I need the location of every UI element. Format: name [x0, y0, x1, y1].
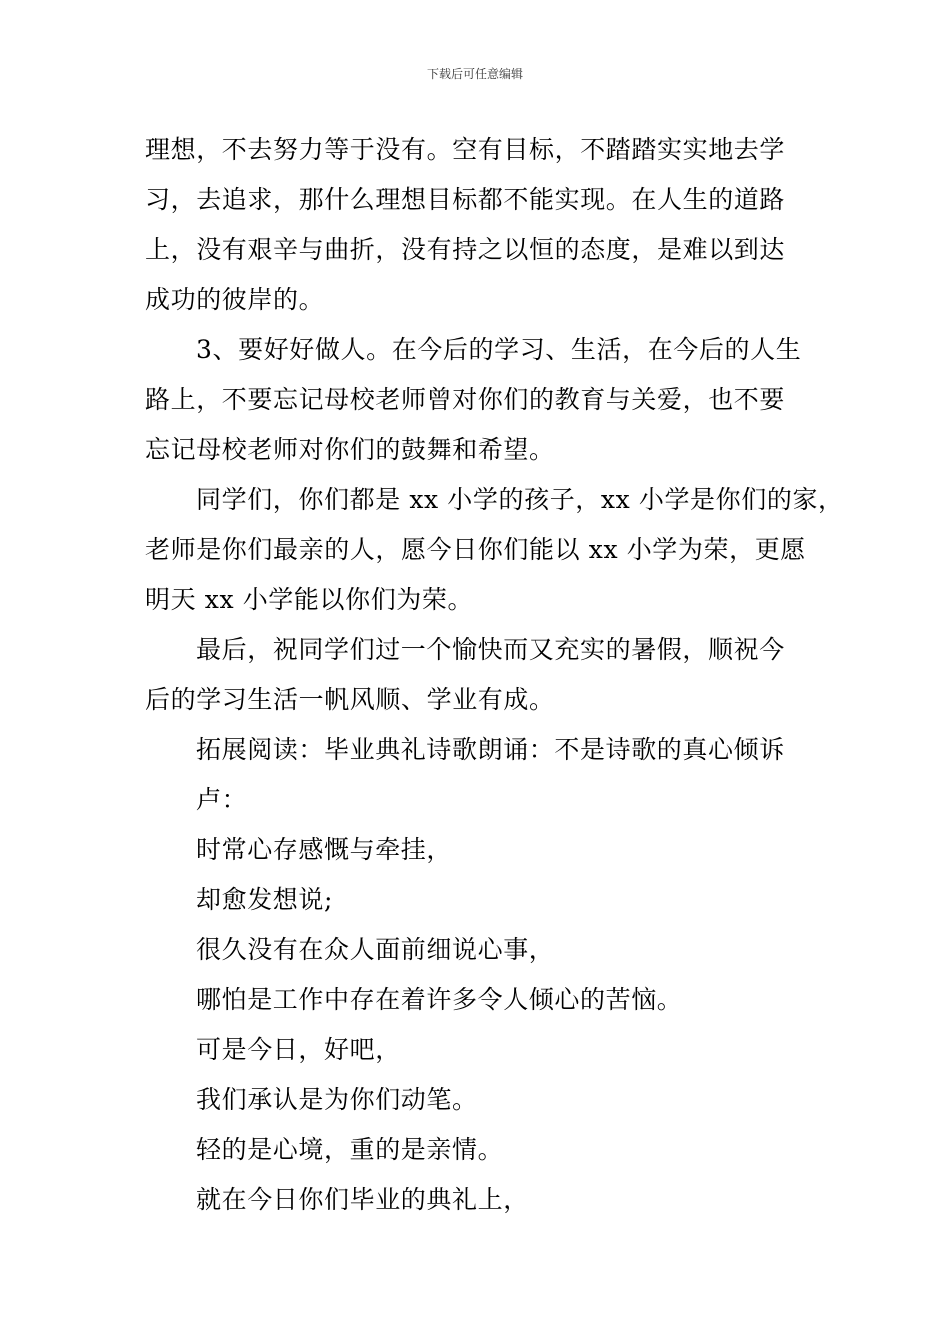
body-line: 明天 xx 小学能以你们为荣。	[145, 585, 474, 614]
body-line: 习，去追求，那什么理想目标都不能实现。在人生的道路	[145, 185, 786, 214]
body-line: 拓展阅读：毕业典礼诗歌朗诵：不是诗歌的真心倾诉	[196, 735, 785, 764]
body-line: 卢：	[196, 785, 248, 814]
body-line: 时常心存感慨与牵挂，	[196, 835, 453, 864]
body-line: 同学们，你们都是 xx 小学的孩子，xx 小学是你们的家，	[196, 485, 844, 514]
body-line: 老师是你们最亲的人，愿今日你们能以 xx 小学为荣，更愿	[145, 535, 806, 564]
body-line: 最后，祝同学们过一个愉快而又充实的暑假，顺祝今	[196, 635, 785, 664]
body-line: 很久没有在众人面前细说心事，	[196, 935, 555, 964]
body-line: 忘记母校老师对你们的鼓舞和希望。	[145, 435, 555, 464]
body-line: 我们承认是为你们动笔。	[196, 1085, 478, 1114]
body-line: 成功的彼岸的。	[145, 285, 325, 314]
body-line: 就在今日你们毕业的典礼上，	[196, 1185, 529, 1214]
body-line: 可是今日，好吧，	[196, 1035, 401, 1064]
body-line: 理想，不去努力等于没有。空有目标，不踏踏实实地去学	[145, 135, 786, 164]
body-line: 哪怕是工作中存在着许多令人倾心的苦恼。	[196, 985, 683, 1014]
body-line: 却愈发想说;	[196, 885, 334, 914]
body-line: 后的学习生活一帆风顺、学业有成。	[145, 685, 555, 714]
body-line: 上，没有艰辛与曲折，没有持之以恒的态度，是难以到达	[145, 235, 786, 264]
body-line: 轻的是心境，重的是亲情。	[196, 1135, 504, 1164]
body-line: 3、要好好做人。在今后的学习、生活，在今后的人生	[196, 335, 802, 364]
body-line: 路上，不要忘记母校老师曾对你们的教育与关爱，也不要	[145, 385, 786, 414]
page-header: 下载后可任意编辑	[426, 67, 523, 81]
